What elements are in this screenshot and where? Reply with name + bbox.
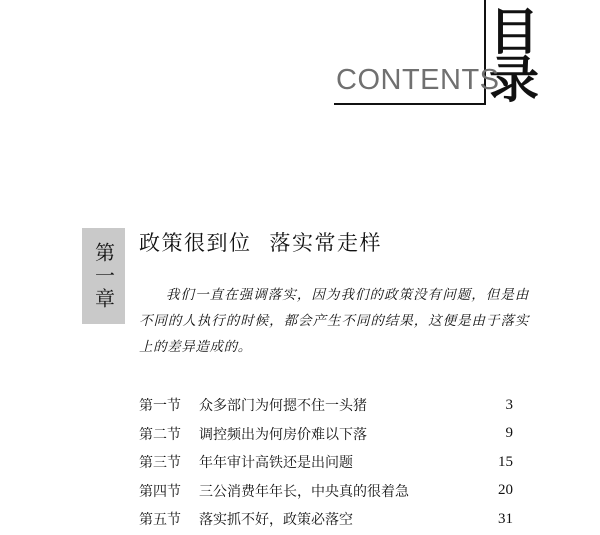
toc-section-label: 第二节 — [139, 426, 181, 443]
toc-page-number: 9 — [505, 425, 513, 442]
chapter-tab — [82, 228, 125, 324]
toc-section-title: 落实抓不好，政策必落空 — [199, 512, 353, 529]
toc-page-number: 15 — [498, 453, 513, 470]
chapter-title-part-1: 政策很到位 — [139, 231, 252, 255]
chapter-title-part-2: 落实常走样 — [269, 231, 382, 255]
toc-page-number: 31 — [498, 510, 513, 527]
toc-section-title: 调控频出为何房价难以下落 — [199, 426, 367, 443]
toc-section-title: 年年审计高铁还是出问题 — [199, 455, 353, 472]
chapter-label: 第一章 — [91, 241, 116, 311]
title-char-mu: 目 — [489, 3, 539, 61]
header-horizontal-rule — [334, 103, 486, 105]
contents-label: CONTENTS — [336, 64, 500, 96]
toc-section-label: 第三节 — [139, 455, 181, 472]
toc-section-title: 三公消费年年长，中央真的很着急 — [199, 483, 409, 500]
title-char-lu: 录 — [489, 51, 539, 109]
chapter-title — [139, 228, 382, 258]
toc-list — [139, 391, 513, 534]
toc-row[interactable] — [139, 477, 513, 506]
toc-row[interactable] — [139, 505, 513, 534]
toc-section-label: 第五节 — [139, 512, 181, 529]
toc-row[interactable] — [139, 391, 513, 420]
toc-row[interactable] — [139, 448, 513, 477]
contents-header — [0, 0, 600, 120]
toc-page-number: 20 — [498, 482, 513, 499]
toc-section-label: 第四节 — [139, 483, 181, 500]
toc-section-label: 第一节 — [139, 398, 181, 415]
chapter-intro: 我们一直在强调落实，因为我们的政策没有问题，但是由不同的人执行的时候，都会产生不同的结果，这便是由于落实上的差异造成的。 — [139, 287, 529, 355]
toc-section-title: 众多部门为何摁不住一头猪 — [199, 398, 367, 415]
toc-row[interactable] — [139, 420, 513, 449]
toc-page-number: 3 — [505, 396, 513, 413]
